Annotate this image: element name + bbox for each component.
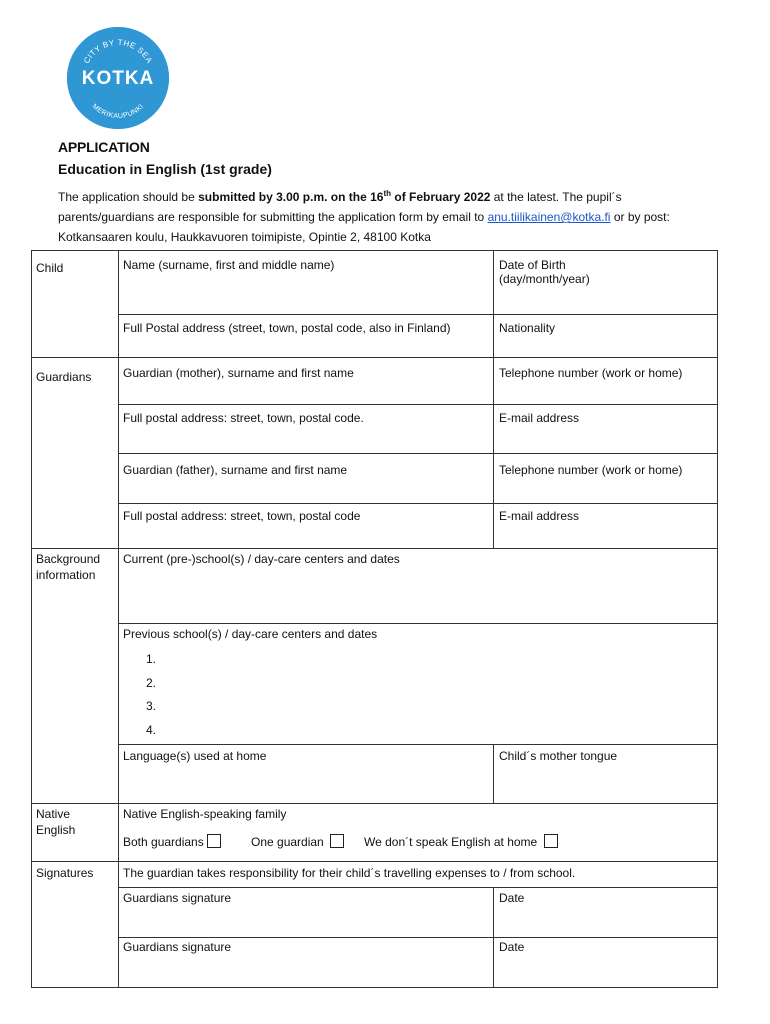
guardian-father-address-field[interactable]: Full postal address: street, town, postal code [123, 509, 361, 523]
intro-deadline: submitted by 3.00 p.m. on the 16th of February 2022 [198, 189, 491, 204]
logo-arc-top: CITY BY THE SEA [81, 37, 155, 66]
guardian-father-email-field[interactable]: E-mail address [499, 509, 580, 523]
page-subtitle: Education in English (1st grade) [58, 161, 272, 177]
intro-paragraph [58, 184, 718, 247]
option-one-guardian-label: One guardian [251, 835, 324, 849]
option-no-english-label: We don´t speak English at home [364, 835, 538, 849]
intro-text-2: at the latest. The pupil´s parents/guardians are responsible for submitting the application form by email to [58, 190, 622, 224]
option-one-guardian [251, 834, 344, 850]
signature-date-field[interactable]: Date [499, 940, 525, 954]
one-guardian-checkbox[interactable] [330, 834, 344, 848]
label-information: information [36, 568, 96, 582]
guardian-mother-phone-field[interactable]: Telephone number (work or home) [499, 366, 683, 380]
guardian-mother-address-field[interactable]: Full postal address: street, town, postal code. [123, 411, 364, 425]
child-name-field[interactable]: Name (surname, first and middle name) [123, 258, 335, 272]
child-dob-field[interactable]: Date of Birth [499, 258, 566, 272]
guardian-mother-field[interactable]: Guardian (mother), surname and first name [123, 366, 354, 380]
label-background: Background [36, 552, 101, 566]
current-school-field[interactable]: Current (pre-)school(s) / day-care centers and dates [123, 552, 400, 566]
child-dob-format: (day/month/year) [499, 272, 590, 286]
guardian-signature-field[interactable]: Guardians signature [123, 891, 232, 905]
guardian-signature-field[interactable]: Guardians signature [123, 940, 232, 954]
previous-school-item: 4. [146, 723, 157, 737]
logo-arc-bottom: MERIKAUPUNKI [90, 102, 146, 121]
previous-school-item: 1. [146, 652, 157, 666]
intro-text-3: or by post: Kotkansaaren koulu, Haukkavuoren toimipiste, Opintie 2, 48100 Kotka [58, 210, 670, 244]
option-no-english [364, 834, 558, 850]
option-both-guardians [123, 834, 221, 850]
guardian-father-field[interactable]: Guardian (father), surname and first name [123, 463, 348, 477]
kotka-logo [67, 27, 169, 129]
home-language-field[interactable]: Language(s) used at home [123, 749, 267, 763]
both-guardians-checkbox[interactable] [207, 834, 221, 848]
native-english-title: Native English-speaking family [123, 807, 287, 821]
page-title: APPLICATION [58, 139, 150, 155]
label-guardians: Guardians [36, 370, 92, 384]
logo-brand: KOTKA [81, 68, 155, 89]
application-form [31, 250, 718, 988]
previous-school-item: 2. [146, 676, 157, 690]
label-child: Child [36, 261, 64, 275]
child-nationality-field[interactable]: Nationality [499, 321, 556, 335]
signature-date-field[interactable]: Date [499, 891, 525, 905]
option-both-guardians-label: Both guardians [123, 835, 204, 849]
no-english-checkbox[interactable] [544, 834, 558, 848]
intro-sup: th [383, 189, 392, 198]
label-signatures: Signatures [36, 866, 94, 880]
guardian-mother-email-field[interactable]: E-mail address [499, 411, 580, 425]
previous-school-item: 3. [146, 699, 157, 713]
email-link[interactable]: anu.tiilikainen@kotka.fi [487, 210, 611, 224]
travel-expense-note: The guardian takes responsibility for their child´s travelling expenses to / from school. [123, 866, 576, 880]
intro-text-1: The application should be [58, 190, 199, 204]
label-native: Native [36, 807, 71, 821]
guardian-father-phone-field[interactable]: Telephone number (work or home) [499, 463, 683, 477]
mother-tongue-field[interactable]: Child´s mother tongue [499, 749, 618, 763]
child-address-field[interactable]: Full Postal address (street, town, postal code, also in Finland) [123, 321, 451, 335]
label-english: English [36, 823, 76, 837]
previous-school-field[interactable]: Previous school(s) / day-care centers and dates [123, 627, 378, 641]
kotka-logo-graphic [67, 27, 169, 129]
